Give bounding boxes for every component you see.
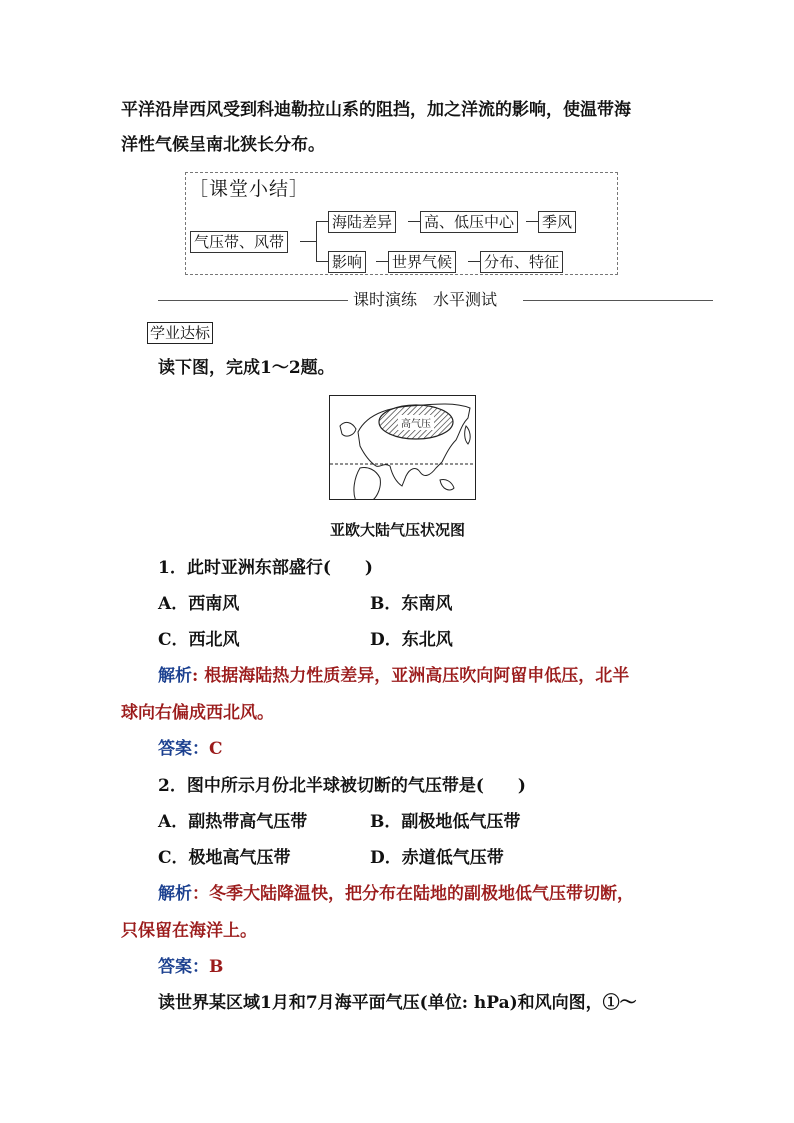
q2-answer (158, 955, 223, 979)
divider-line-right (523, 300, 713, 301)
connector (376, 261, 388, 262)
q2-analysis-text-1: ：冬季大陆降温快，把分布在陆地的副极地低气压带切断， (192, 884, 634, 904)
section-divider-title: 课时演练 水平测试 (353, 290, 498, 309)
map-coastline (340, 422, 356, 436)
q1-analysis-line-1 (158, 664, 629, 688)
map-coastline (465, 426, 470, 444)
eurasia-pressure-map (329, 395, 476, 500)
map-coastline (354, 467, 380, 500)
q1-analysis-text-1: : 根据海陆热力性质差异，亚洲高压吹向阿留申低压，北半 (192, 666, 630, 686)
connector (468, 261, 480, 262)
connector (316, 221, 328, 222)
connector (408, 221, 420, 222)
connector (316, 221, 317, 261)
q1-option-d: D．东北风 (370, 630, 453, 650)
map-coastline (440, 479, 454, 489)
high-pressure-label: 高气压 (401, 419, 431, 430)
node-monsoon: 季风 (538, 211, 576, 233)
lesson-summary-box (185, 172, 618, 275)
q2-option-b: B．副极地低气压带 (370, 812, 521, 832)
divider-line-left (158, 300, 348, 301)
summary-root-node: 气压带、风带 (190, 231, 288, 253)
section-label: 学业达标 (147, 322, 213, 344)
q2-option-a: A．副热带高气压带 (158, 812, 308, 832)
q1-option-c: C．西北风 (158, 630, 240, 650)
intro-line-2: 洋性气候呈南北狭长分布。 (121, 135, 325, 155)
outro-text: 读世界某区域1月和7月海平面气压(单位: hPa)和风向图，①～ (158, 993, 637, 1013)
q1-answer-value: C (209, 739, 223, 759)
q1-option-b: B．东南风 (370, 594, 453, 614)
node-distribution-features: 分布、特征 (480, 251, 563, 273)
question-prompt: 读下图，完成1～2题。 (158, 358, 335, 378)
q2-option-d: D．赤道低气压带 (370, 848, 504, 868)
q2-answer-label: 答案： (158, 957, 209, 977)
q1-option-a: A．西南风 (158, 594, 240, 614)
q1-stem: 1．此时亚洲东部盛行( ) (158, 558, 373, 578)
connector (526, 221, 538, 222)
connector (316, 261, 328, 262)
node-pressure-centers: 高、低压中心 (420, 211, 518, 233)
q2-option-c: C．极地高气压带 (158, 848, 291, 868)
summary-title: ［课堂小结］ (189, 178, 310, 200)
q1-analysis-label: 解析 (158, 666, 192, 686)
q1-answer-label: 答案： (158, 739, 209, 759)
q2-analysis-line-2: 只保留在海洋上。 (121, 921, 257, 941)
intro-line-1: 平洋沿岸西风受到科迪勒拉山系的阻挡，加之洋流的影响，使温带海 (121, 100, 631, 120)
node-world-climate: 世界气候 (388, 251, 456, 273)
q2-analysis-label: 解析 (158, 884, 192, 904)
q1-answer (158, 737, 223, 761)
map-caption: 亚欧大陆气压状况图 (330, 521, 466, 539)
node-influence: 影响 (328, 251, 366, 273)
q2-stem: 2．图中所示月份北半球被切断的气压带是( ) (158, 776, 526, 796)
q2-answer-value: B (209, 957, 224, 977)
q2-analysis-line-1 (158, 882, 634, 906)
q1-analysis-line-2: 球向右偏成西北风。 (121, 703, 274, 723)
node-land-sea-difference: 海陆差异 (328, 211, 396, 233)
map-drawing (330, 396, 476, 500)
connector (300, 241, 316, 242)
